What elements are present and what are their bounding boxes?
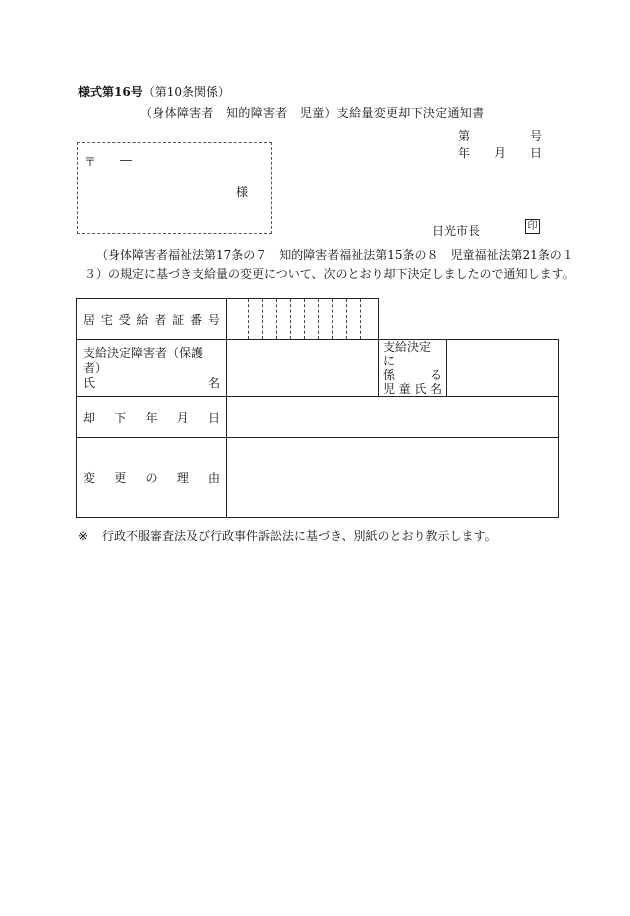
certificate-digit-box[interactable] (235, 299, 249, 339)
row-certificate-number (77, 299, 559, 340)
certificate-digit-box[interactable] (249, 299, 263, 339)
label-applicant-name (77, 340, 227, 397)
change-reason-label-char: 理 (176, 471, 189, 485)
reference-go: 号 (529, 129, 542, 143)
date-day: 日 (529, 146, 542, 160)
certificate-label-char: 号 (207, 312, 220, 327)
change-reason-label-char: 更 (114, 471, 127, 485)
change-reason-label-char: 由 (207, 471, 220, 485)
label-child-line2 (383, 368, 442, 382)
row-applicant-name (77, 340, 559, 397)
form-number (78, 83, 230, 100)
label-rejection-date (77, 397, 227, 438)
label-child-line1: 支給決定に (383, 340, 432, 368)
reference-number (458, 127, 542, 144)
document-title: （身体障害者 知的障害者 児童）支給量変更却下決定通知書 (140, 106, 485, 120)
note-mark: ※ (78, 529, 89, 543)
certificate-digit-box[interactable] (291, 299, 305, 339)
change-reason-field[interactable] (227, 438, 559, 518)
appeal-notice (78, 527, 497, 544)
date-month: 月 (493, 146, 506, 160)
label-certificate-number (77, 299, 227, 340)
certificate-label-char: 証 (172, 312, 185, 327)
child-label-char: 名 (429, 382, 442, 396)
certificate-number-field[interactable] (227, 299, 379, 340)
label-applicant-line2 (83, 376, 220, 391)
applicant-label-char: 氏 (83, 375, 96, 390)
certificate-label-char: 番 (190, 312, 203, 327)
postal-dash: ― (120, 153, 132, 167)
certificate-digit-box[interactable] (263, 299, 277, 339)
child-label-char: 氏 (414, 382, 427, 396)
change-reason-label-char: の (145, 471, 158, 485)
body-text-line-1: （身体障害者福祉法第17条の７ 知的障害者福祉法第15条の８ 児童福祉法第21条の１ (96, 248, 574, 262)
rejection-date-label-char: 却 (83, 410, 96, 425)
child-label-char: 童 (398, 382, 411, 396)
child-label-char: 係 (383, 368, 396, 382)
applicant-label-char: 名 (207, 375, 220, 390)
certificate-label-char: 給 (136, 312, 149, 327)
certificate-digit-box[interactable] (277, 299, 291, 339)
row-rejection-date (77, 397, 559, 438)
honorific-sama: 様 (236, 185, 249, 199)
issue-date (458, 144, 542, 161)
reference-dai: 第 (458, 129, 471, 143)
certificate-digit-box[interactable] (333, 299, 347, 339)
row-change-reason (77, 438, 559, 518)
decision-table (76, 298, 559, 518)
note-text: 行政不服審査法及び行政事件訴訟法に基づき、別紙のとおり教示します。 (102, 529, 497, 543)
label-child-name (379, 340, 447, 397)
rejection-date-label-char: 年 (145, 410, 158, 425)
label-change-reason-text (83, 469, 220, 486)
label-rejection-date-text (83, 409, 220, 426)
certificate-digit-box[interactable] (305, 299, 319, 339)
label-applicant-line1: 支給決定障害者（保護者） (83, 345, 204, 375)
blank-area (379, 299, 559, 340)
postal-mark: 〒 (84, 155, 97, 169)
rejection-date-label-char: 下 (114, 410, 127, 425)
date-year: 年 (458, 146, 471, 160)
label-change-reason (77, 438, 227, 518)
body-text-line-2: ３）の規定に基づき支給量の変更について、次のとおり却下決定しましたので通知します。 (84, 267, 575, 281)
seal-text: 印 (527, 220, 538, 232)
certificate-digit-box[interactable] (361, 299, 375, 339)
rejection-date-label-char: 日 (207, 410, 220, 425)
certificate-label-char: 居 (83, 312, 96, 327)
rejection-date-field[interactable] (227, 397, 559, 438)
form-number-main: 様式第16号 (78, 85, 143, 99)
rejection-date-label-char: 月 (176, 410, 189, 425)
certificate-label-char: 受 (118, 312, 131, 327)
child-name-field[interactable] (447, 340, 559, 397)
label-child-line3 (383, 382, 442, 396)
change-reason-label-char: 変 (83, 471, 96, 485)
label-certificate-number-text (83, 311, 220, 328)
form-relation: （第10条関係） (142, 85, 230, 99)
child-label-char: る (429, 368, 442, 382)
certificate-label-char: 者 (154, 312, 167, 327)
issuer-name: 日光市長 (432, 224, 481, 238)
seal-stamp (525, 219, 540, 234)
certificate-digit-box[interactable] (347, 299, 361, 339)
certificate-label-char: 宅 (100, 312, 113, 327)
child-label-char: 児 (383, 382, 396, 396)
applicant-name-field[interactable] (227, 340, 379, 397)
certificate-digit-boxes (235, 299, 378, 339)
certificate-digit-box[interactable] (319, 299, 333, 339)
